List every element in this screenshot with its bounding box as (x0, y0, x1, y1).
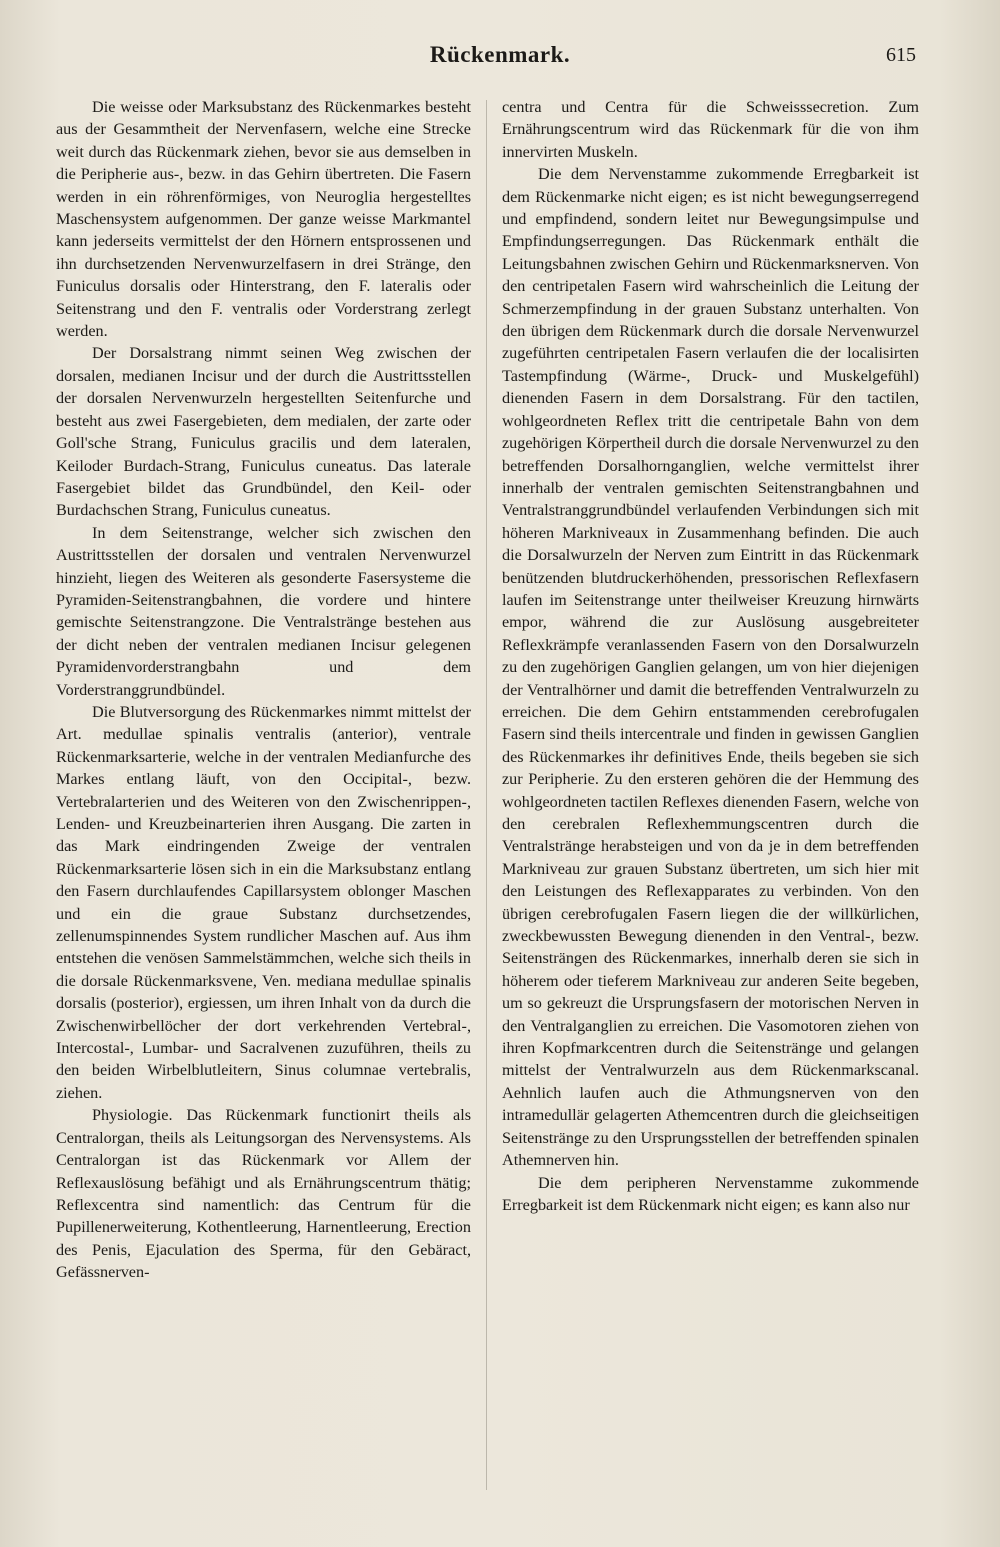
paragraph-peripheral-nerve: Die dem peripheren Nervenstamme zukommende Erregbarkeit ist dem Rückenmark nicht eigen; es kann also nur (502, 1173, 919, 1214)
paragraph-centra-continued: centra und Centra für die Schweisssecretion. Zum Ernährungscentrum wird das Rückenmark für die von ihm innervirten Muskeln. (502, 98, 919, 161)
running-head: Rückenmark. (429, 42, 571, 67)
right-column (502, 96, 919, 1216)
column-divider (486, 100, 487, 1490)
paragraph-white-matter: Die weisse oder Marksubstanz des Rückenmarkes besteht aus der Gesammtheit der Nervenfasern, welche eine Strecke weit durch das Rückenmark ziehen, bevor sie aus demselben in die Peripherie aus-, bezw. in das Gehirn übertreten. Die Fasern werden in ein röhrenförmiges, von Neuroglia hergestelltes Maschensystem aufgenommen. Der ganze weisse Markmantel kann jederseits vermittelst der den Hörnern entsprossenen und ihn durchsetzenden Nervenwurzelfasern in drei Stränge, den Funiculus dorsalis oder Hinterstrang, den F. lateralis oder Seitenstrang und den F. ventralis oder Vorderstrang zerlegt werden. (56, 98, 471, 341)
paragraph-physiology: Physiologie. Das Rückenmark functionirt theils als Centralorgan, theils als Leitungsorgan des Nervensystems. Als Centralorgan ist das Rückenmark vor Allem der Reflexauslösung befähigt und als Ernährungscentrum thätig; Reflexcentra sind namentlich: das Centrum für die Pupillenerweiterung, Kothentleerung, Harnentleerung, Erection des Penis, Ejaculation des Sperma, für den Gebäract, Gefässnerven- (56, 1106, 471, 1282)
paragraph-blood-supply: Die Blutversorgung des Rückenmarkes nimmt mittelst der Art. medullae spinalis ventralis (anterior), ventrale Rückenmarksarterie, welche in der ventralen Medianfurche des Markes entlang läuft, von den Occipital-, bezw. Vertebralarterien und des Weiteren von den Zwischenrippen-, Lenden- und Kreuzbeinarterien ihren Ausgang. Die zarten in das Mark eindringenden Zweige der ventralen Rückenmarksarterie lösen sich in ein die Marksubstanz entlang den Fasern durchlaufendes Capillarsystem oblonger Maschen und ein die graue Substanz durchsetzendes, zellenumspinnendes System rundlicher Maschen auf. Aus ihm entstehen die venösen Sammelstämmchen, welche sich theils in die dorsale Rückenmarksvene, Ven. mediana medullae spinalis dorsalis (posterior), ergiessen, um ihren Inhalt von da durch die Zwischenwirbellöcher der dort verkehrenden Vertebral-, Intercostal-, Lumbar- und Sacralvenen zuzuführen, theils zu den beiden Wirbelblutleitern, Sinus columnae vertebralis, ziehen. (56, 702, 471, 1102)
paragraph-lateral-tract: In dem Seitenstrange, welcher sich zwischen den Austrittsstellen der dorsalen und ventralen Nervenwurzel hinzieht, liegen des Weiteren als gesonderte Fasersysteme die Pyramiden-Seitenstrangbahnen, die vordere und hintere gemischte Seitenstrangzone. Die Ventralstränge bestehen aus der dicht neben der ventralen medianen Incisur gelegenen Pyramidenvorderstrangbahn und dem Vorderstranggrundbündel. (56, 523, 471, 699)
page-number: 615 (886, 44, 916, 66)
paragraph-excitability: Die dem Nervenstamme zukommende Erregbarkeit ist dem Rückenmarke nicht eigen; es ist nicht bewegungserregend und empfindend, sondern leitet nur Bewegungsimpulse und Empfindungserregungen. Das Rückenmark enthält die Leitungsbahnen zwischen Gehirn und Rückenmarksnerven. Von den centripetalen Fasern wird wahrscheinlich die Leitung der Schmerzempfindung in der grauen Substanz unterhalten. Von den übrigen dem Rückenmark durch die dorsale Nervenwurzel zugeführten centripetalen Fasern verlaufen die der localisirten Tastempfindung (Wärme-, Druck- und Muskelgefühl) dienenden Fasern in dem Dorsalstrang. Für den tactilen, wohlgeordneten Reflex tritt die centripetale Bahn von dem zugehörigen Körpertheil durch die dorsale Nervenwurzel zu den betreffenden Dorsalhornganglien, welche vermittelst ihrer innerhalb der ventralen gemischten Seitenstrangbahnen und Ventralstranggrundbündel verlaufenden Verbindungen sich mit höheren Markniveaux in Zusammenhang befinden. Die auch die Dorsalwurzeln der Nerven zum Eintritt in das Rückenmark benützenden blutdruckerhöhenden, pressorischen Reflexfasern laufen im Seitenstrange unter theilweiser Kreuzung hirnwärts empor, während die zur Auslösung ausgebreiteter Reflexkrämpfe veranlassenden Fasern von den Dorsalwurzeln zu den zugehörigen Ganglien gelangen, um von hier diejenigen der Ventralhörner und damit die betreffenden Ventralwurzeln zu erreichen. Die dem Gehirn entstammenden cerebrofugalen Fasern sind theils intercentrale und finden in gewissen Ganglien des Rückenmarkes ihr definitives Ende, theils begeben sie sich zur Peripherie. Zu den ersteren gehören die der Hemmung des wohlgeordneten tactilen Reflexes dienenden Fasern, welche von den cerebralen Reflexhemmungscentren durch die Ventralstränge herabsteigen und von da je in dem betreffenden Markniveau zur grauen Substanz übertreten, um sich hier mit den Leistungen des Reflexapparates zu verbinden. Von den übrigen cerebrofugalen Fasern liegen die der willkürlichen, zweckbewussten Bewegung dienenden in den Ventral-, bezw. Seitensträngen des Rückenmarkes, innerhalb deren sie sich in höherem oder tieferem Markniveau zur anderen Seite begeben, um so gekreuzt die Ursprungsfasern der motorischen Nerven in den Ventralganglien zu erreichen. Die Vasomotoren ziehen von ihren Kopfmarkcentren durch die Seitenstränge und gelangen mittelst der Ventralwurzeln aus dem Rückenmarkscanal. Aehnlich laufen auch die Athmungsnerven von den intramedullär gelagerten Athemcentren durch die gleichseitigen Seitenstränge zu den Ursprungsstellen der betreffenden spinalen Athemnerven hin. (502, 165, 919, 1170)
left-column (56, 96, 471, 1284)
page-header (0, 40, 1000, 76)
paragraph-dorsal-tract: Der Dorsalstrang nimmt seinen Weg zwischen der dorsalen, medianen Incisur und der durch die Austrittsstellen der dorsalen Nervenwurzeln hergestellten Seitenfurche und besteht aus zwei Fasergebieten, dem medialen, der zarte oder Goll'sche Strang, Funiculus gracilis und dem lateralen, Keiloder Burdach-Strang, Funiculus cuneatus. Das laterale Fasergebiet bildet das Grundbündel, den Keil- oder Burdachschen Strang, Funiculus cuneatus. (56, 344, 471, 520)
